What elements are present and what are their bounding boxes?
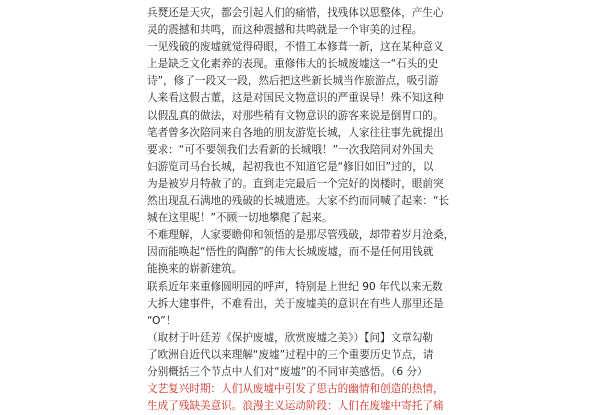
article-text-line: 了欧洲自近代以来理解“废墟”过程中的三个重要历史节点，请 [147,348,434,361]
document-body [147,5,465,415]
article-text-line: 联系近年来重修圆明园的呼声，特别是上世纪 90 年代以来无数 [147,280,443,293]
article-text-line: 妇游览司马台长城，起初我也不知道它是“修旧如旧”过的，以 [147,160,434,173]
article-text-line: 灵的震撼和共鸣，而这种震撼和共鸣就是一个审美的过程。 [147,24,423,37]
answer-text-line: 生成了残缺美意识。浪漫主义运动阶段：人们在废墟中寄托了痛 [147,400,444,413]
answer-text-line: 文艺复兴时期：人们从废墟中引发了思古的幽情和创造的热情， [147,383,444,396]
article-text-line: 能换来的崭新建筑。 [147,263,243,276]
article-text-line: 分别概括三个节点中人们对“废墟”的不同审美感悟。（6 分） [147,365,428,378]
article-text-line: （取材于叶廷芳《保护废墟，欣赏废墟之美》）【问】文章勾勒 [147,331,434,344]
article-text-line: 城在这里呢！”不顾一切地攀爬了起来。 [147,212,333,225]
article-text-line: 因而能唤起“悟性的陶醉”的伟大长城废墟，而不是任何用钱就 [147,246,434,259]
article-text-line: 诗”，修了一段又一段，然后把这些新长城当作旅游点，吸引游 [147,75,439,88]
article-text-line: 不难理解，人家要瞻仰和领悟的是那尽管残破，却带着岁月沧桑， [147,229,455,242]
article-text-line: 笔者曾多次陪同来自各地的朋友游览长城，人家往往事先就提出 [147,126,444,139]
article-text-line: 为是被岁月特赦了的。直到走完最后一个完好的岗楼时，眼前突 [147,177,444,190]
article-text-line: 上是缺乏文化素养的表现。重修伟大的长城废墟这一“石头的史 [147,58,439,71]
article-text-line: 兵燹还是天灾，都会引起人们的痛惜，找残体以思整体，产生心 [147,7,444,19]
article-text-line: 人来看这假古董，这是对国民文物意识的严重误导！殊不知这种 [147,92,444,105]
article-text-line: “O”！ [147,314,177,327]
article-text-line: 大拆大建事件，不难看出，关于废墟美的意识在有些人那里还是 [147,297,444,310]
article-text-line: 然出现乱石满地的残破的长城遗迹。大家不约而同喊了起来：“长 [147,195,450,208]
article-text-line: 要求：“可不要领我们去看新的长城哦！”一次我陪同对外国夫 [147,143,434,156]
article-text-line: 一见残破的废墟就觉得碍眼，不惜工本修葺一新，这在某种意义 [147,41,444,54]
article-text-line: 以假乱真的做法，对那些稍有文物意识的游客来说是倒胃口的。 [147,109,444,122]
